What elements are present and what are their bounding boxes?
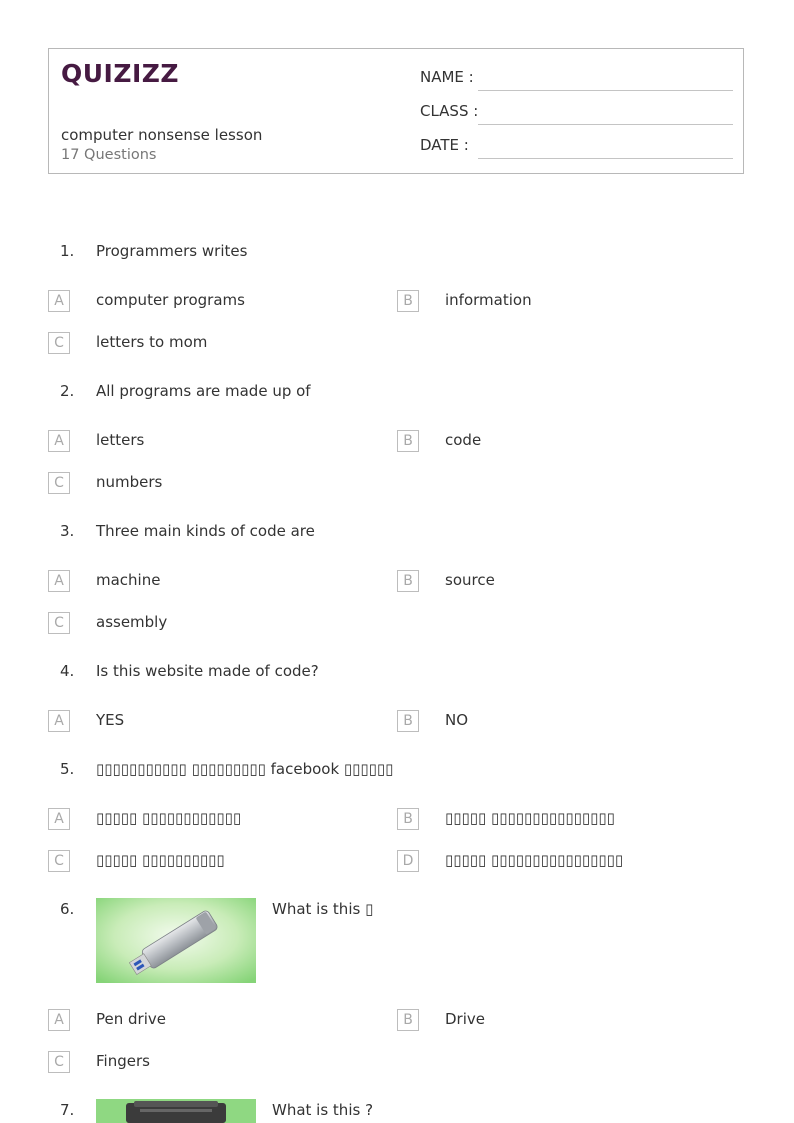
option-text: ▯▯▯▯▯ ▯▯▯▯▯▯▯▯▯▯ (96, 851, 225, 869)
option-text: Pen drive (96, 1010, 166, 1028)
class-line[interactable] (478, 124, 733, 125)
name-line[interactable] (478, 90, 733, 91)
option-letter[interactable]: A (48, 430, 70, 452)
option-letter[interactable]: A (48, 710, 70, 732)
quizizz-logo: QUIZIZZ (61, 59, 180, 88)
question-number: 2. (60, 382, 75, 400)
question-text: What is this ▯ (272, 900, 374, 918)
option-letter[interactable]: C (48, 612, 70, 634)
option-letter[interactable]: D (397, 850, 419, 872)
question-number: 6. (60, 900, 75, 918)
option-text: YES (96, 711, 125, 729)
question-number: 1. (60, 242, 75, 260)
option-letter[interactable]: C (48, 472, 70, 494)
option-letter[interactable]: A (48, 570, 70, 592)
option-text: computer programs (96, 291, 245, 309)
option-text: ▯▯▯▯▯ ▯▯▯▯▯▯▯▯▯▯▯▯▯▯▯ (445, 809, 615, 827)
name-label: NAME : (420, 68, 474, 86)
option-letter[interactable]: B (397, 710, 419, 732)
option-letter[interactable]: A (48, 290, 70, 312)
option-text: ▯▯▯▯▯ ▯▯▯▯▯▯▯▯▯▯▯▯ (96, 809, 242, 827)
printer-picture (96, 1099, 256, 1123)
option-text: ▯▯▯▯▯ ▯▯▯▯▯▯▯▯▯▯▯▯▯▯▯▯ (445, 851, 624, 869)
option-letter[interactable]: C (48, 1051, 70, 1073)
option-letter[interactable]: C (48, 850, 70, 872)
question-count: 17 Questions (61, 147, 157, 163)
question-number: 5. (60, 760, 75, 778)
option-text: Drive (445, 1010, 485, 1028)
question-text: ▯▯▯▯▯▯▯▯▯▯▯ ▯▯▯▯▯▯▯▯▯ facebook ▯▯▯▯▯▯ (96, 760, 394, 778)
question-number: 3. (60, 522, 75, 540)
option-text: Fingers (96, 1052, 150, 1070)
class-label: CLASS : (420, 102, 479, 120)
option-text: assembly (96, 613, 168, 631)
option-letter[interactable]: B (397, 290, 419, 312)
question-number: 4. (60, 662, 75, 680)
question-text: All programs are made up of (96, 382, 311, 400)
question-text: Three main kinds of code are (96, 522, 315, 540)
date-line[interactable] (478, 158, 733, 159)
option-text: letters to mom (96, 333, 208, 351)
option-letter[interactable]: A (48, 808, 70, 830)
option-text: NO (445, 711, 469, 729)
usb-drive-picture (96, 898, 256, 983)
option-text: source (445, 571, 495, 589)
option-letter[interactable]: B (397, 430, 419, 452)
question-text: Programmers writes (96, 242, 248, 260)
question-number: 7. (60, 1101, 75, 1119)
option-letter[interactable]: B (397, 808, 419, 830)
question-text: What is this ? (272, 1101, 374, 1119)
option-text: information (445, 291, 532, 309)
option-letter[interactable]: C (48, 332, 70, 354)
option-text: numbers (96, 473, 163, 491)
pen-drive-image (96, 898, 256, 983)
question-text: Is this website made of code? (96, 662, 319, 680)
quiz-title: computer nonsense lesson (61, 126, 263, 144)
printer-image (96, 1099, 256, 1123)
option-letter[interactable]: B (397, 570, 419, 592)
worksheet-header (48, 48, 744, 174)
date-label: DATE : (420, 136, 469, 154)
option-text: letters (96, 431, 145, 449)
option-text: machine (96, 571, 161, 589)
option-letter[interactable]: B (397, 1009, 419, 1031)
option-letter[interactable]: A (48, 1009, 70, 1031)
option-text: code (445, 431, 482, 449)
